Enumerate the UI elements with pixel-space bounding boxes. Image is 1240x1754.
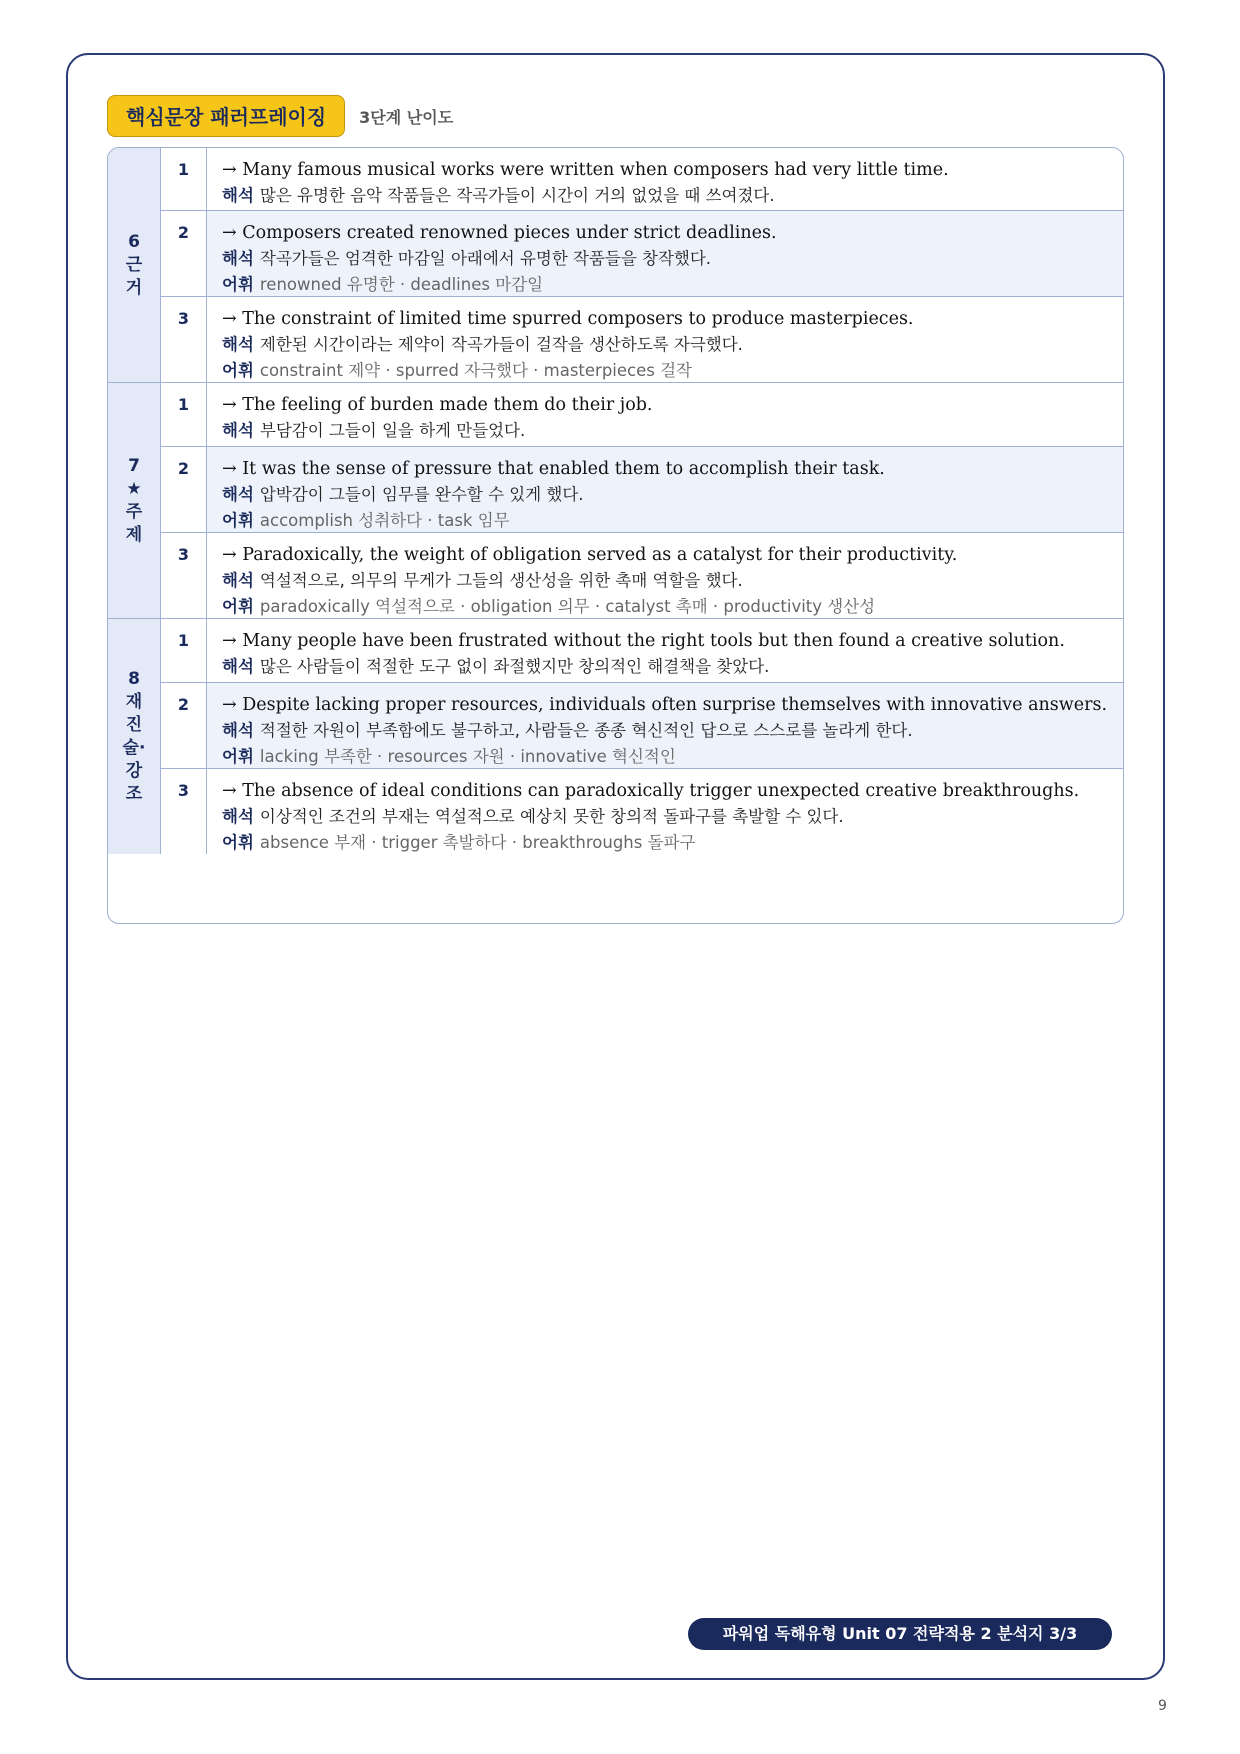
group-label-line: ★ — [126, 478, 142, 499]
english-sentence: → Many famous musical works were written when composers had very little time. — [222, 160, 949, 180]
table-row — [161, 446, 1123, 532]
korean-translation — [222, 183, 1109, 209]
group-label-line: 진 — [125, 714, 143, 735]
table-row — [161, 532, 1123, 618]
row-number: 3 — [161, 769, 207, 854]
group-label-line: 조 — [125, 783, 143, 804]
table-row — [161, 148, 1123, 210]
translation-label: 해석 — [222, 421, 254, 440]
translation-text: 이상적인 조건의 부재는 역설적으로 예상치 못한 창의적 돌파구를 촉발할 수 있다. — [259, 807, 844, 826]
row-content — [207, 297, 1123, 382]
paraphrase-table — [107, 147, 1124, 924]
vocabulary-label: 어휘 — [222, 275, 254, 294]
english-sentence: → The feeling of burden made them do their job. — [222, 395, 653, 415]
group-label-line: 주 — [125, 501, 143, 522]
group-label — [108, 148, 161, 382]
row-number: 1 — [161, 619, 207, 682]
korean-translation — [222, 246, 1109, 272]
korean-translation — [222, 482, 1109, 508]
row-number: 2 — [161, 211, 207, 296]
translation-text: 작곡가들은 엄격한 마감일 아래에서 유명한 작품들을 창작했다. — [259, 249, 712, 268]
english-sentence: → Many people have been frustrated without the right tools but then found a creative solution. — [222, 631, 1065, 651]
row-content — [207, 447, 1123, 532]
group-label-line: 근 — [125, 254, 143, 275]
table-group — [108, 618, 1123, 854]
footer-badge: 파워업 독해유형 Unit 07 전략적용 2 분석지 3/3 — [688, 1618, 1112, 1650]
translation-label: 해석 — [222, 807, 254, 826]
vocabulary-text: absence 부재 · trigger 촉발하다 · breakthroughs 돌파구 — [259, 833, 696, 852]
vocabulary-label: 어휘 — [222, 511, 254, 530]
vocabulary-text: constraint 제약 · spurred 자극했다 · masterpieces 걸작 — [259, 361, 692, 380]
table-row — [161, 210, 1123, 296]
vocabulary — [222, 508, 1109, 534]
translation-text: 부담감이 그들이 일을 하게 만들었다. — [259, 421, 526, 440]
translation-text: 압박감이 그들이 임무를 완수할 수 있게 했다. — [259, 485, 584, 504]
row-content — [207, 211, 1123, 296]
page-number: 9 — [1158, 1698, 1167, 1714]
row-content — [207, 769, 1123, 854]
row-number: 1 — [161, 383, 207, 446]
vocabulary-label: 어휘 — [222, 597, 254, 616]
translation-label: 해석 — [222, 335, 254, 354]
translation-text: 제한된 시간이라는 제약이 작곡가들이 걸작을 생산하도록 자극했다. — [259, 335, 743, 354]
translation-label: 해석 — [222, 571, 254, 590]
vocabulary — [222, 272, 1109, 298]
translation-label: 해석 — [222, 721, 254, 740]
group-label-line: 술· — [122, 737, 146, 758]
english-sentence: → Paradoxically, the weight of obligation served as a catalyst for their productivity. — [222, 545, 958, 565]
row-content — [207, 683, 1123, 768]
translation-label: 해석 — [222, 657, 254, 676]
group-label-line: 강 — [125, 760, 143, 781]
row-number: 1 — [161, 148, 207, 210]
english-sentence: → The absence of ideal conditions can paradoxically trigger unexpected creative breakthroughs. — [222, 781, 1080, 801]
korean-translation — [222, 418, 1109, 444]
group-label-line: 재 — [125, 691, 143, 712]
korean-translation — [222, 654, 1109, 680]
table-group — [108, 382, 1123, 618]
translation-text: 적절한 자원이 부족함에도 불구하고, 사람들은 종종 혁신적인 답으로 스스로를 놀라게 한다. — [259, 721, 913, 740]
translation-text: 많은 사람들이 적절한 도구 없이 좌절했지만 창의적인 해결책을 찾았다. — [259, 657, 770, 676]
vocabulary-label: 어휘 — [222, 833, 254, 852]
vocabulary-text: paradoxically 역설적으로 · obligation 의무 · catalyst 촉매 · productivity 생산성 — [259, 597, 876, 616]
table-row — [161, 682, 1123, 768]
vocabulary-label: 어휘 — [222, 361, 254, 380]
vocabulary-text: renowned 유명한 · deadlines 마감일 — [259, 275, 544, 294]
korean-translation — [222, 332, 1109, 358]
table-group — [108, 148, 1123, 382]
row-content — [207, 148, 1123, 210]
row-number: 2 — [161, 447, 207, 532]
group-label — [108, 619, 161, 854]
english-sentence: → Despite lacking proper resources, individuals often surprise themselves with innovative answers. — [222, 695, 1108, 715]
translation-text: 많은 유명한 음악 작품들은 작곡가들이 시간이 거의 없었을 때 쓰여졌다. — [259, 186, 775, 205]
row-number: 3 — [161, 297, 207, 382]
translation-label: 해석 — [222, 186, 254, 205]
vocabulary — [222, 594, 1109, 620]
table-row — [161, 383, 1123, 446]
vocabulary-label: 어휘 — [222, 747, 254, 766]
korean-translation — [222, 804, 1109, 830]
vocabulary — [222, 358, 1109, 384]
vocabulary — [222, 744, 1109, 770]
translation-label: 해석 — [222, 485, 254, 504]
group-label-line: 7 — [128, 455, 140, 476]
group-label — [108, 383, 161, 618]
difficulty-label: 3단계 난이도 — [359, 107, 454, 127]
section-title: 핵심문장 패러프레이징 — [107, 95, 345, 137]
table-row — [161, 296, 1123, 382]
section-header — [107, 94, 453, 138]
row-content — [207, 383, 1123, 446]
korean-translation — [222, 568, 1109, 594]
korean-translation — [222, 718, 1109, 744]
vocabulary-text: accomplish 성취하다 · task 임무 — [259, 511, 510, 530]
group-label-line: 8 — [128, 668, 140, 689]
english-sentence: → The constraint of limited time spurred composers to produce masterpieces. — [222, 309, 914, 329]
translation-text: 역설적으로, 의무의 무게가 그들의 생산성을 위한 촉매 역할을 했다. — [259, 571, 743, 590]
table-row — [161, 768, 1123, 854]
table-row — [161, 619, 1123, 682]
row-content — [207, 533, 1123, 618]
translation-label: 해석 — [222, 249, 254, 268]
vocabulary — [222, 830, 1109, 856]
english-sentence: → Composers created renowned pieces under strict deadlines. — [222, 223, 777, 243]
row-number: 2 — [161, 683, 207, 768]
english-sentence: → It was the sense of pressure that enabled them to accomplish their task. — [222, 459, 885, 479]
group-label-line: 제 — [125, 524, 143, 545]
row-number: 3 — [161, 533, 207, 618]
row-content — [207, 619, 1123, 682]
vocabulary-text: lacking 부족한 · resources 자원 · innovative 혁신적인 — [259, 747, 676, 766]
group-label-line: 거 — [125, 277, 143, 298]
group-label-line: 6 — [128, 231, 140, 252]
